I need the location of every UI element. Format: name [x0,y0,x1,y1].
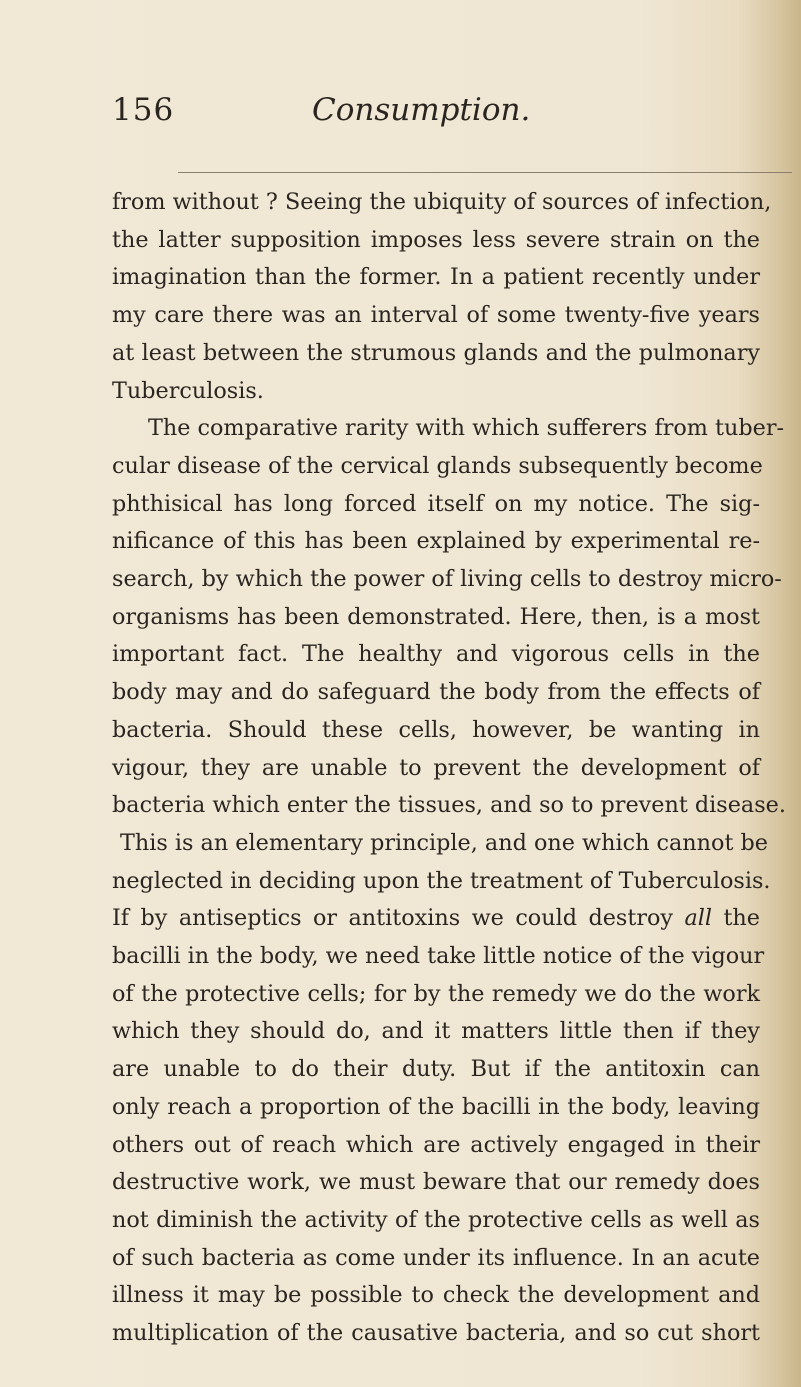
text-line: This is an elementary principle, and one which cannot be [120,829,768,856]
header-rule [178,172,792,173]
text-line: are unable to do their duty. But if the antitoxin can [112,1056,760,1083]
text-line: the latter supposition imposes less severe strain on the [112,226,760,253]
text-line: cular disease of the cervical glands subsequently become [112,452,763,479]
text-line: neglected in deciding upon the treatment of Tuberculosis. [112,867,771,894]
text-line: imagination than the former. In a patient recently under [112,264,760,291]
text-line: only reach a proportion of the bacilli in the body, leaving [112,1093,760,1120]
text-line: from without ? Seeing the ubiquity of sources of infection, [112,189,772,215]
text-line [112,900,760,938]
text-line: nificance of this has been explained by experimental re- [112,528,760,555]
text-line: multiplication of the causative bacteria, and so cut short [112,1320,760,1347]
text-line: of such bacteria as come under its influence. In an acute [112,1244,760,1271]
text-line: destructive work, we must beware that our remedy does [112,1169,760,1196]
text-line: vigour, they are unable to prevent the development of [112,754,760,781]
text-line: illness it may be possible to check the development and [112,1282,760,1309]
running-title: Consumption. [312,92,531,128]
text-line: bacilli in the body, we need take little notice of the vigour [112,943,765,970]
page-number: 156 [112,92,175,128]
text-line: others out of reach which are actively engaged in their [112,1131,760,1158]
text-segment: If by antiseptics or antitoxins we could destroy [112,905,685,932]
text-line: not diminish the activity of the protective cells as well as [112,1206,760,1233]
text-line: important fact. The healthy and vigorous cells in the [112,641,760,668]
text-segment: the [712,905,760,932]
running-header [0,92,801,142]
text-line: which they should do, and it matters little then if they [112,1018,760,1045]
text-line: my care there was an interval of some twenty-five years [112,302,760,329]
text-line: phthisical has long forced itself on my notice. The sig- [112,490,760,517]
text-line: at least between the strumous glands and the pulmonary [112,339,760,366]
text-line: The comparative rarity with which sufferers from tuber- [148,415,785,442]
text-line: bacteria. Should these cells, however, be wanting in [112,716,760,743]
body-text [112,184,786,1353]
emphasis-all: all [684,905,713,932]
text-line: Tuberculosis. [112,377,264,404]
text-line: search, by which the power of living cells to destroy micro- [112,566,782,593]
text-line: bacteria which enter the tissues, and so to prevent disease. [112,792,786,819]
text-line: body may and do safeguard the body from the effects of [112,679,760,706]
text-line: organisms has been demonstrated. Here, then, is a most [112,603,760,630]
text-line: of the protective cells; for by the remedy we do the work [112,980,760,1007]
